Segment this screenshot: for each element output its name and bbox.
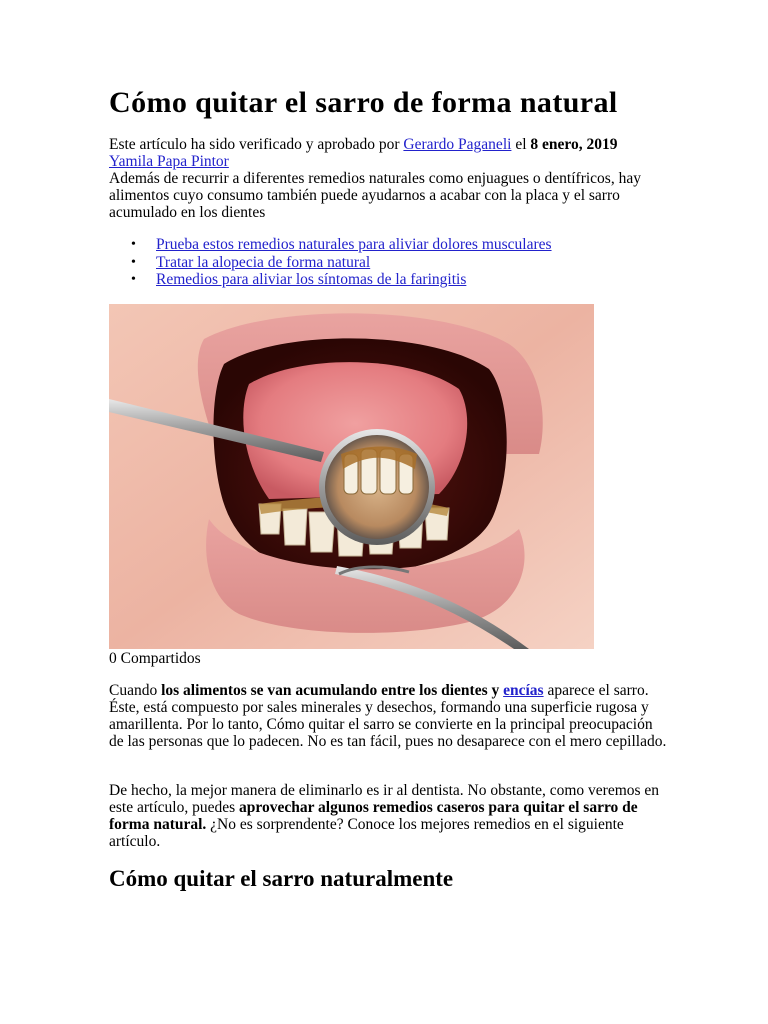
date-connector: el (511, 136, 531, 153)
p2-text-2: ¿No es sorprendente? Conoce los mejores remedios en el siguiente artículo. (109, 816, 624, 850)
section-heading: Cómo quitar el sarro naturalmente (109, 866, 454, 891)
p1-text-2: aparece el sarro. Éste, está compuesto por sales minerales y desechos, formando una superficie rugosa y amarillenta. Por lo tanto, Cómo quitar el sarro se convierte en la principal preocupación de las personas que lo padecen. No es tan fácil, pues no desaparece con el mero cepillado. (109, 682, 667, 750)
list-item (109, 236, 552, 254)
article-title: Cómo quitar el sarro de forma natural (109, 86, 618, 119)
list-item (109, 254, 552, 272)
list-item (109, 271, 552, 289)
share-count: 0 Compartidos (109, 650, 201, 667)
paragraph-1 (109, 682, 669, 750)
reviewer-link[interactable]: Gerardo Paganeli (403, 136, 512, 153)
related-link-alopecia[interactable]: Tratar la alopecia de forma natural (156, 253, 371, 271)
article-intro: Además de recurrir a diferentes remedios naturales como enjuagues o dentífricos, hay alimentos cuyo consumo también puede ayudarnos a acabar con la placa y el sarro acumulado en los dientes (109, 170, 641, 221)
related-link-muscle-pain[interactable]: Prueba estos remedios naturales para aliviar dolores musculares (156, 236, 552, 253)
dental-mirror-photo (109, 304, 594, 649)
author-link[interactable]: Yamila Papa Pintor (109, 153, 229, 170)
related-links-list (109, 236, 552, 289)
bullet-icon: • (131, 237, 136, 252)
paragraph-2 (109, 782, 669, 850)
bullet-icon: • (131, 254, 136, 270)
encias-link[interactable] (503, 682, 543, 699)
related-link-pharyngitis[interactable]: Remedios para aliviar los síntomas de la faringitis (156, 271, 467, 288)
p1-bold-1: los alimentos se van acumulando entre los dientes y (161, 682, 504, 699)
p2-text-1: De hecho, la mejor manera de eliminarlo es ir al dentista. No obstante, como veremos en este artículo, puedes (109, 782, 660, 816)
p1-text-1: Cuando (109, 682, 162, 699)
bullet-icon: • (131, 272, 136, 287)
article-photo (109, 304, 594, 649)
article-date: 8 enero, 2019 (530, 136, 618, 153)
verified-prefix: Este artículo ha sido verificado y aprobado por (109, 136, 404, 153)
encias-link-label: encías (503, 682, 544, 699)
article-meta (109, 136, 669, 221)
p2-bold-1: aprovechar algunos remedios caseros para quitar el sarro de forma natural. (109, 799, 638, 833)
